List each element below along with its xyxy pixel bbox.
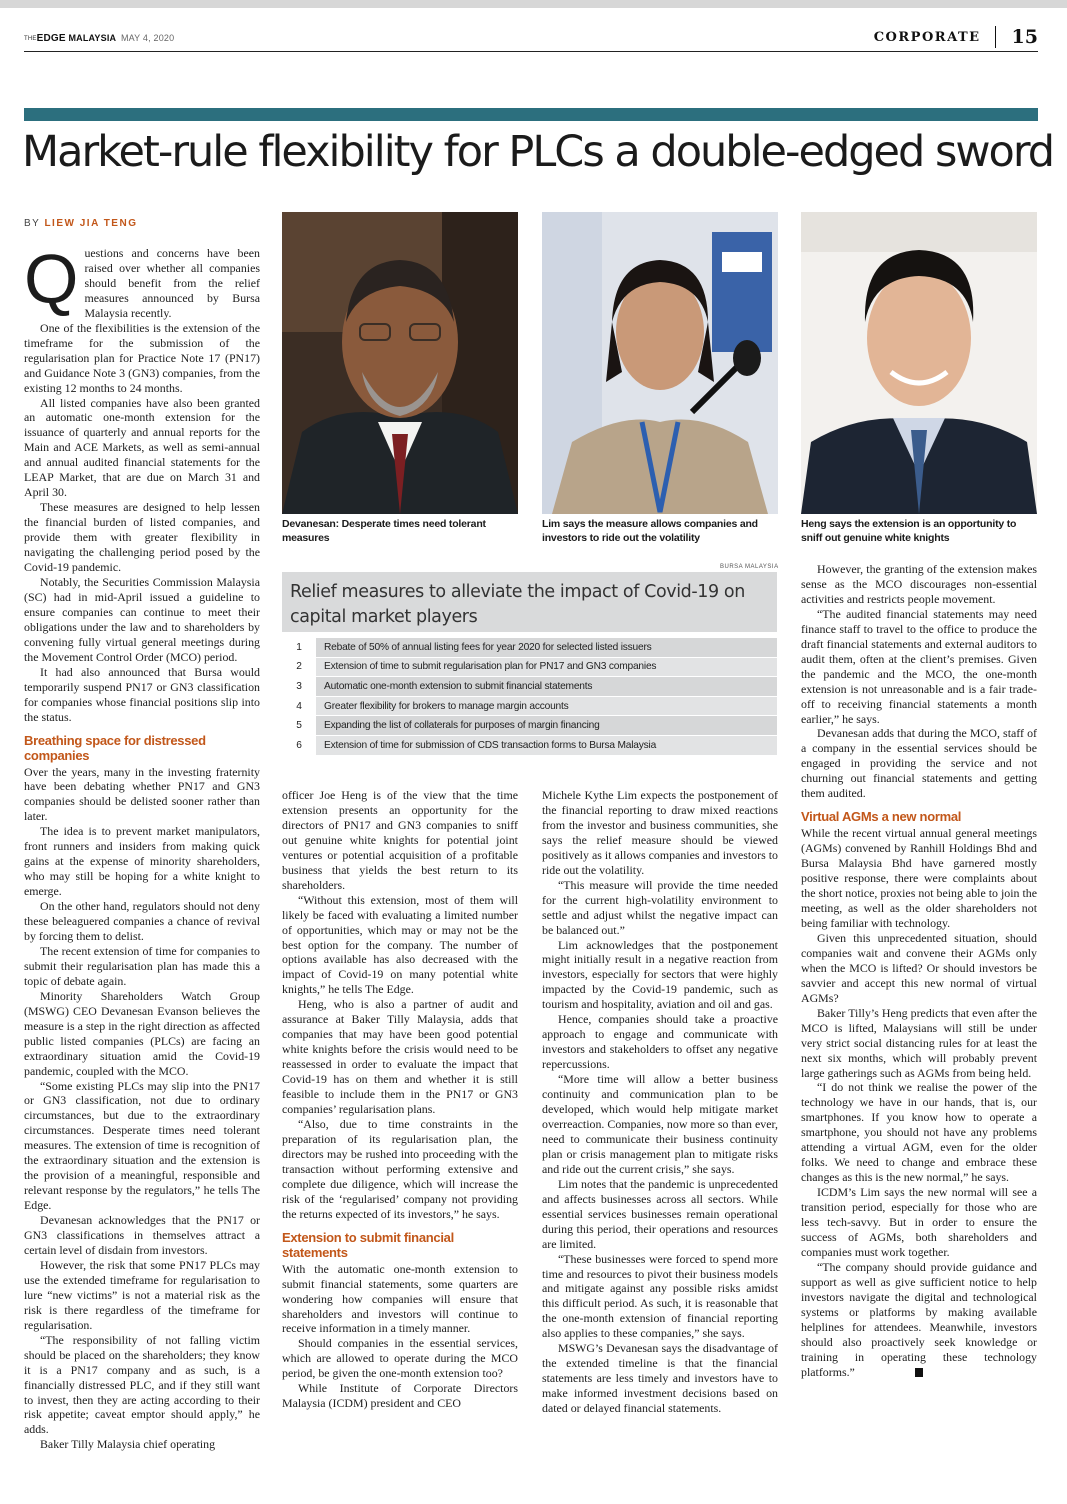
- paragraph: ICDM’s Lim says the new normal will see a transition period, especially for those who are less tech-savvy. But in order to ensure the success of AGMs, both shareholders and companies must work together.: [801, 1185, 1037, 1259]
- heng-portrait-icon: [801, 212, 1037, 514]
- paragraph: With the automatic one-month extension to submit financial statements, some quarters are wondering how companies will ensure that shareholders and investors will continue to receive information in a timely manner.: [282, 1261, 518, 1336]
- publication-name: [24, 33, 174, 44]
- relief-item: [282, 736, 777, 756]
- headline: Market-rule flexibility for PLCs a double-edged sword: [22, 127, 1054, 177]
- paragraph: Minority Shareholders Watch Group (MSWG) CEO Devanesan Evanson believes the measure is a step in the right direction as affected public listed companies (PLCs) are facing an extraordinary situation amid the Covid-19 pandemic, coupled with the MCO.: [24, 988, 260, 1078]
- paragraph: Lim acknowledges that the postponement might initially result in a negative reaction from investors, especially for sectors that were highly impacted by the Covid-19 pandemic, such as tourism and hospitality, aviation and oil and gas.: [542, 937, 778, 1012]
- byline-prefix: BY: [24, 218, 41, 229]
- paragraph: “Some existing PLCs may slip into the PN17 or GN3 classification, not due to ordinary circumstances, but due to the extraordinary circumstances. Desperate times need tolerant measures. The extension of time is recognition of the extraordinary situation and the extension is the provision of a meaningful, responsible and relevant response by the regulators,” he tells The Edge.: [24, 1078, 260, 1213]
- paragraph: “Also, due to time constraints in the preparation of its regularisation plan, the directors may be rushed into proceeding with the transaction without performing extensive and complete due diligence, which will increase the risk of the ‘regularised’ company not providing the returns expected of its investors,” he says.: [282, 1116, 518, 1221]
- relief-item-text: Greater flexibility for brokers to manage margin accounts: [316, 697, 777, 716]
- relief-item: [282, 658, 777, 678]
- masthead-rule: [24, 51, 1038, 52]
- relief-item-text: Extension of time to submit regularisation plan for PN17 and GN3 companies: [316, 658, 777, 677]
- graphic-credit: BURSA MALAYSIA: [720, 564, 779, 570]
- subhead: Virtual AGMs a new normal: [801, 809, 962, 825]
- issue-date: MAY 4, 2020: [120, 33, 175, 43]
- paragraph: Devanesan acknowledges that the PN17 or GN3 classifications in themselves attract a certain level of disdain from investors.: [24, 1213, 260, 1257]
- paragraph: These measures are designed to help lessen the financial burden of listed companies, and provide them with greater flexibility in navigating the challenging period posed by the Covid-19 pandemic.: [24, 500, 260, 575]
- relief-item-number: 3: [296, 680, 302, 692]
- subhead: Breathing space for distressed companies: [24, 732, 206, 763]
- paragraph: One of the flexibilities is the extension of the timeframe for the submission of the regularisation plan for Practice Note 17 (PN17) and Guidance Note 3 (GN3) companies, from the existing 12 months to 24 months.: [24, 320, 260, 395]
- article-column-4: [801, 562, 1037, 1380]
- paragraph: Michele Kythe Lim expects the postponement of the financial reporting to draw mixed reactions from the investor and business communities, she says the relief measure should be viewed positively as it allows companies and investors to ride out the volatility.: [542, 788, 778, 877]
- paragraph: However, the risk that some PN17 PLCs may use the extended timeframe for regularisation to lure “new victims” is not a material risk as the risk is there regardless of the timeframe for regularisation.: [24, 1257, 260, 1332]
- lim-portrait-icon: [542, 212, 778, 514]
- paragraph: Baker Tilly Malaysia chief operating: [40, 1437, 216, 1452]
- relief-item-number: 6: [296, 739, 302, 751]
- paragraph: “Without this extension, most of them will likely be faced with evaluating a limited number of opportunities, which may or may not be the best option for the company. The number of options available has also decreased with the impact of Covid-19 on many potential white knights,” he tells The Edge.: [282, 892, 518, 997]
- portrait-photo-lim: [542, 212, 778, 514]
- paragraph: Heng, who is also a partner of audit and assurance at Baker Tilly Malaysia, adds that companies that may have been good potential white knights before the crisis would need to be reassessed in order to evaluate the impact that Covid-19 has on them and whether it is still feasible to include them in the PN17 or GN3 companies’ regularisation plans.: [282, 997, 518, 1117]
- paragraph: “More time will allow a better business continuity and communication plan to be developed, which would help mitigate market overreaction. Companies, now more so than ever, need to communicate their business continuity plan or crisis management plan to mitigate risks and ride out the current crisis,” she says.: [542, 1072, 778, 1176]
- paragraph: Given this unprecedented situation, should companies wait and convene their AGMs only when the MCO is lifted? Or should investors be savvier and accept this new normal of virtual AGMs?: [801, 930, 1037, 1005]
- paragraph: Hence, companies should take a proactive approach to engage and communicate with investors and stakeholders to offset any negative repercussions.: [542, 1012, 778, 1072]
- paragraph: “This measure will provide the time needed for the current high-volatility environment to settle and adjust whilst the negative impact can be balanced out.”: [542, 877, 778, 937]
- byline-author: LIEW JIA TENG: [44, 218, 138, 229]
- relief-measures-list: [282, 638, 777, 756]
- pub-edge: EDGE: [36, 33, 66, 44]
- relief-item: [282, 697, 777, 717]
- paragraph: The recent extension of time for companies to submit their regularisation plan has made this a topic of debate again.: [24, 943, 260, 988]
- paragraph: It had also announced that Bursa would temporarily suspend PN17 or GN3 classification for companies whose financial positions slip into the status.: [24, 664, 260, 724]
- devanesan-portrait-icon: [282, 212, 518, 514]
- masthead: [24, 26, 1038, 52]
- paragraph: “These businesses were forced to spend more time and resources to pivot their business models and mitigate against any possible risks amidst this difficult period. As such, it is reasonable that the one-month extension of financial reporting also applies to these companies,” she says.: [542, 1251, 778, 1341]
- paragraph: Baker Tilly’s Heng predicts that even after the MCO is lifted, Malaysians will still be under very strict social distancing rules for at least the next six months, which will probably prevent large gatherings such as AGMs from being held.: [801, 1005, 1037, 1080]
- paragraph: Should companies in the essential services, which are allowed to operate during the MCO period, be given the one-month extension too?: [282, 1336, 518, 1381]
- paragraph: Notably, the Securities Commission Malaysia (SC) had in mid-April issued a guideline to ensure companies can continue to meet their obligations under the law and to shareholders by convening fully virtual general meetings during the Movement Control Order (MCO) period.: [24, 574, 260, 664]
- article-column-2: [282, 788, 518, 1411]
- relief-item-number: 4: [296, 700, 302, 712]
- portrait-photo-devanesan: [282, 212, 518, 514]
- paragraph: “The audited financial statements may need finance staff to travel to the office to produce the draft financial statements and external auditors to audit them, often at the client’s premises. Given the pandemic and the MCO, the one-month extension is not unreasonable and is a fair trade-off to receiving financial statements a month earlier,” he says.: [801, 606, 1037, 726]
- paragraph: “I do not think we realise the power of the technology we have in our hands, that is, our smartphones. If you know how to operate a smartphone, you should not have any problems attending a virtual AGM, even for the older folks. We need to change and embrace these changes as this is the new normal,” he says.: [801, 1080, 1037, 1185]
- relief-item-text: Automatic one-month extension to submit financial statements: [316, 677, 777, 696]
- paragraph: officer Joe Heng is of the view that the time extension presents an opportunity for the directors of PN17 and GN3 companies to sniff out genuine white knights for potential joint ventures or potential acquisition of a profitable business that yields the best return to its shareholders.: [282, 788, 518, 892]
- end-of-story-icon: [915, 1368, 923, 1377]
- relief-item-number: 2: [296, 661, 302, 673]
- paragraph: “The company should provide guidance and support as well as give sufficient notice to help investors navigate the digital and technological systems or platforms by making available helplines for attendees. Meanwhile, investors should also proactively seek knowledge or training in operating these technology platforms.”: [801, 1259, 1037, 1379]
- accent-bar: [24, 108, 1038, 121]
- paragraph: Devanesan adds that during the MCO, staff of a company in the essential services should be engaged in providing the service and not churning out financial statements and getting them audited.: [801, 726, 1037, 801]
- relief-box-title: Relief measures to alleviate the impact of Covid-19 on capital market players: [282, 572, 777, 632]
- relief-item-text: Rebate of 50% of annual listing fees for year 2020 for selected listed issuers: [316, 638, 777, 657]
- paragraph: Over the years, many in the investing fraternity have been debating whether PN17 and GN3 companies should be delisted sooner rather than later.: [24, 764, 260, 824]
- subhead: Extension to submit financial statements: [282, 1229, 454, 1260]
- photo-caption-heng: Heng says the extension is an opportunity to sniff out genuine white knights: [801, 518, 1017, 544]
- relief-item-text: Extension of time for submission of CDS transaction forms to Bursa Malaysia: [316, 736, 777, 755]
- section-block: [874, 22, 1038, 52]
- pub-malaysia: MALAYSIA: [68, 33, 117, 43]
- paragraph: While Institute of Corporate Directors Malaysia (ICDM) president and CEO: [282, 1381, 518, 1411]
- paragraph: “The responsibility of not falling victim should be placed on the shareholders; they know it is a PN17 company and as such, is a financially distressed PLC, and if they still want to invest, then they are acting according to their risk appetite; caveat emptor should apply,” he adds.: [24, 1332, 260, 1437]
- top-strip: [0, 0, 1067, 8]
- byline: [24, 218, 137, 229]
- photo-caption-lim: Lim says the measure allows companies and investors to ride out the volatility: [542, 518, 758, 544]
- paragraph: While the recent virtual annual general meetings (AGMs) convened by Ranhill Holdings Bhd and Bursa Malaysia Bhd have garnered mostly positive response, there were complaints about the short notice, proxies not being able to join the meeting, as well as the older shareholders not being familiar with technology.: [801, 826, 1037, 930]
- paragraph: Questions and concerns have been raised over whether all companies should benefit from the relief measures announced by Bursa Malaysia recently.: [24, 240, 260, 320]
- portrait-photo-heng: [801, 212, 1037, 514]
- article-column-3: [542, 788, 778, 1416]
- section-name: CORPORATE: [873, 29, 981, 45]
- pub-the: THE: [24, 36, 37, 42]
- paragraph: The idea is to prevent market manipulators, front runners and insiders from making quick gains at the expense of minority shareholders, who may still be hoping for a white knight to emerge.: [24, 824, 260, 899]
- relief-item-number: 5: [296, 720, 302, 732]
- relief-item: [282, 716, 777, 736]
- relief-item-text: Expanding the list of collaterals for purposes of margin financing: [316, 716, 777, 735]
- paragraph: However, the granting of the extension makes sense as the MCO discourages non-essential activities and restricts people movement.: [801, 562, 1037, 606]
- relief-item: [282, 638, 777, 658]
- masthead-divider: [995, 26, 996, 48]
- page-number: 15: [1011, 26, 1038, 48]
- photo-caption-devanesan: Devanesan: Desperate times need tolerant measures: [282, 518, 486, 544]
- paragraph: All listed companies have also been granted an automatic one-month extension for the issuance of quarterly and annual reports for the Main and ACE Markets, as well as semi-annual and annual audited financial statements for the LEAP Market, that are due on March 31 and April 30.: [24, 395, 260, 500]
- relief-item-number: 1: [296, 641, 302, 653]
- paragraph: Lim notes that the pandemic is unprecedented and affects businesses across all sectors. While essential services businesses remain operational during this period, their operations and resources are limited.: [542, 1176, 778, 1251]
- paragraph: On the other hand, regulators should not deny these beleaguered companies a chance of revival by forcing them to delist.: [24, 899, 260, 943]
- drop-cap: Q: [24, 240, 79, 318]
- paragraph: MSWG’s Devanesan says the disadvantage of the extended timeline is that the financial statements are less timely and investors have to make informed investment decisions based on dated or delayed financial statements.: [542, 1341, 778, 1416]
- relief-item: [282, 677, 777, 697]
- article-column-1: [24, 240, 260, 1452]
